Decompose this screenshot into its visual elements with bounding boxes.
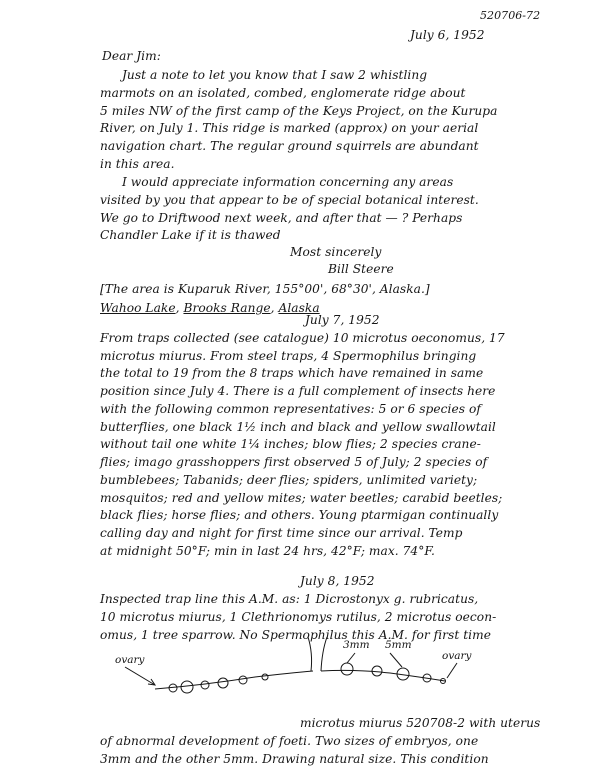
entry-line: bumblebees; Tabanids; deer flies; spiders, unlimited variety;	[100, 473, 478, 487]
uterus-sketch	[115, 623, 490, 711]
entry-line: mosquitos; red and yellow mites; water beetles; carabid beetles;	[100, 491, 503, 505]
closing: Most sincerely	[290, 245, 382, 259]
letter-line: River, on July 1. This ridge is marked (approx) on your aerial	[100, 121, 479, 135]
label-3mm: 3mm	[343, 639, 370, 651]
entry-line: the total to 19 from the 8 traps which have remained in same	[100, 366, 484, 380]
entry-line: black flies; horse flies; and others. Young ptarmigan continually	[100, 508, 499, 522]
entry-line: From traps collected (see catalogue) 10 microtus oeconomus, 17	[100, 331, 505, 345]
salutation: Dear Jim:	[102, 49, 161, 63]
embryo-bead	[341, 663, 353, 675]
label-ovary-left: ovary	[115, 654, 145, 666]
letter-line: I would appreciate information concerning any areas	[122, 175, 454, 189]
embryo-bead	[239, 676, 247, 684]
location-range: Brooks Range	[183, 301, 271, 315]
entry-line: 10 microtus miurus, 1 Clethrionomys rutilus, 2 microtus oecon-	[100, 610, 497, 624]
embryo-bead	[201, 681, 209, 689]
entry-line: calling day and night for first time since our arrival. Temp	[100, 526, 463, 540]
entry-line: flies; imago grasshoppers first observed 5 of July; 2 species of	[100, 455, 488, 469]
letter-line: Chandler Lake if it is thawed	[100, 228, 281, 242]
area-note: [The area is Kuparuk River, 155°00', 68°30', Alaska.]	[100, 282, 430, 296]
location-line: Wahoo Lake, Brooks Range, Alaska	[100, 301, 320, 315]
letter-line: navigation chart. The regular ground squirrels are abundant	[100, 139, 479, 153]
embryo-bead	[218, 678, 228, 688]
entry-date-july8: July 8, 1952	[300, 574, 375, 588]
letter-line: visited by you that appear to be of special botanical interest.	[100, 193, 479, 207]
entry-line: microtus miurus 520708-2 with uterus	[300, 716, 541, 730]
location-state: Alaska	[278, 301, 320, 315]
catalog-number: 520706-72	[480, 9, 541, 22]
entry-line: omus, 1 tree sparrow. No Spermophilus this A.M. for first time	[100, 628, 491, 642]
letter-line: 5 miles NW of the first camp of the Keys Project, on the Kurupa	[100, 104, 498, 118]
letter-line: in this area.	[100, 157, 175, 171]
embryo-bead	[262, 674, 268, 680]
label-ovary-right: ovary	[442, 650, 472, 662]
location-lake: Wahoo Lake	[100, 301, 176, 315]
entry-line: microtus miurus. From steel traps, 4 Spermophilus bringing	[100, 349, 477, 363]
letter-line: We go to Driftwood next week, and after that — ? Perhaps	[100, 211, 463, 225]
letter-line: marmots on an isolated, combed, englomerate ridge about	[100, 86, 466, 100]
entry-line: at midnight 50°F; min in last 24 hrs, 42°F; max. 74°F.	[100, 544, 435, 558]
signature: Bill Steere	[328, 262, 394, 276]
entry-line: of abnormal development of foeti. Two sizes of embryos, one	[100, 734, 479, 748]
embryo-bead	[181, 681, 193, 693]
letter-line: Just a note to let you know that I saw 2 whistling	[122, 68, 428, 82]
entry-date-july7: July 7, 1952	[305, 313, 380, 327]
entry-line: Inspected trap line this A.M. as: 1 Dicrostonyx g. rubricatus,	[100, 592, 479, 606]
entry-line: without tail one white 1¼ inches; blow flies; 2 species crane-	[100, 437, 481, 451]
entry-line: butterflies, one black 1½ inch and black and yellow swallowtail	[100, 420, 496, 434]
entry-line: with the following common representatives: 5 or 6 species of	[100, 402, 481, 416]
entry-line: 3mm and the other 5mm. Drawing natural size. This condition	[100, 752, 489, 766]
entry-line: position since July 4. There is a full complement of insects here	[100, 384, 496, 398]
letter-date: July 6, 1952	[410, 28, 485, 42]
label-5mm: 5mm	[385, 639, 412, 651]
